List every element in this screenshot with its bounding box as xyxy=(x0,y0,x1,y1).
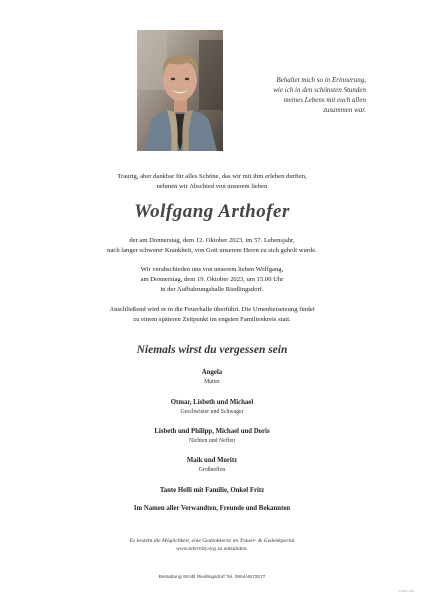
burial-info xyxy=(0,305,424,325)
farewell-info xyxy=(0,265,424,295)
mourner-name: Angela xyxy=(201,369,223,376)
mourner-name: Otmar, Lisbeth und Michael xyxy=(170,399,254,406)
mourner-entry xyxy=(0,368,424,387)
mourner-entry xyxy=(0,398,424,417)
mourner-relation: Nichten und Neffen xyxy=(189,438,235,444)
mourner-relation: Mutter xyxy=(204,379,220,385)
quote-line: Behaltet mich so in Erinnerung, xyxy=(276,76,366,84)
quote-line: zusammen war. xyxy=(323,106,366,114)
burial-line: Anschließend wird er in die Feuerhalle überführt. Die Urnenbeisetzung findet xyxy=(109,306,315,313)
note-line: www.niternity.org zu entzünden. xyxy=(176,546,248,552)
note-line: Es besteht die Möglichkeit, eine Gedenkkerze im Trauer- & Gedenkportal xyxy=(129,538,295,544)
intro-line: nehmen wir Abschied von unserem lieben xyxy=(156,183,268,190)
memorial-candle-note xyxy=(0,537,424,553)
portrait-photo xyxy=(137,30,223,151)
mourner-relation: Geschwister und Schwager xyxy=(180,409,244,415)
mourner-name: Maik und Moritz xyxy=(186,457,238,464)
mourner-entry xyxy=(0,427,424,446)
mourner-entry xyxy=(0,456,424,475)
intro-text xyxy=(0,172,424,192)
death-notice-line: nach langer schwerer Krankheit, von Gott unserem Herrn zu sich geholt wurde. xyxy=(107,247,317,254)
farewell-line: Wir verabschieden uns von unserem lieben Wolfgang, xyxy=(140,266,284,273)
all-relatives-line: Im Namen aller Verwandten, Freunde und Bekannten xyxy=(133,505,291,512)
intro-line: Traurig, aber dankbar für alles Schöne, das wir mit ihm erleben durften, xyxy=(117,173,307,180)
mourner-name: Lisbeth und Philipp, Michael und Doris xyxy=(154,428,270,435)
other-family: Tante Helli mit Familie, Onkel Fritz xyxy=(159,487,265,494)
memorial-quote xyxy=(226,75,366,115)
burial-line: zu einem späteren Zeitpunkt im engsten Familienkreis statt. xyxy=(133,316,291,323)
death-notice xyxy=(0,236,424,256)
funeral-home-footer: Bestattung Strobl Riedlingsdorf Tel. 0664/4672577 xyxy=(158,575,266,580)
quote-line: wie ich in den schönsten Stunden xyxy=(273,86,366,94)
deceased-name: Wolfgang Arthofer xyxy=(134,201,290,222)
farewell-line: am Donnerstag, dem 19. Oktober 2023, um 15.00 Uhr xyxy=(140,276,284,283)
document-code: V-1157 A13 xyxy=(398,589,414,593)
motto: Niemals wirst du vergessen sein xyxy=(136,344,288,356)
farewell-line: in der Aufbahrungshalle Riedlingsdorf. xyxy=(160,286,264,293)
death-notice-line: der am Donnerstag, dem 12. Oktober 2023, im 57. Lebensjahr, xyxy=(129,237,295,244)
quote-line: meines Lebens mit euch allen xyxy=(283,96,366,104)
mourner-relation: Großneffen xyxy=(198,467,226,473)
